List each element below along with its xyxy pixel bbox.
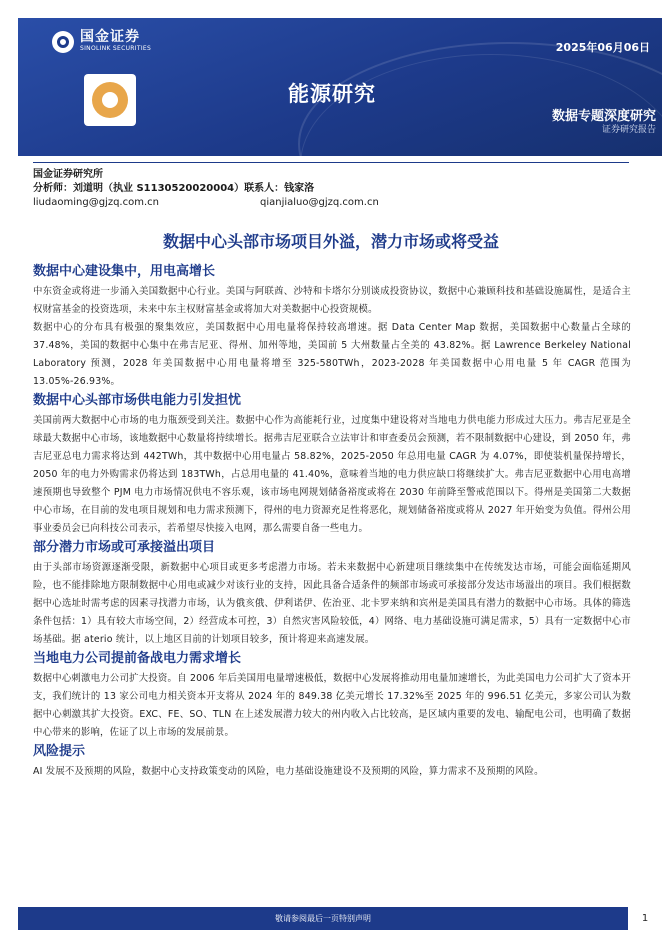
qr-code-icon xyxy=(84,74,136,126)
paragraph: 数据中心刺激电力公司扩大投资。自 2006 年后美国用电量增速极低，数据中心发展将推动用电量加速增长，为此美国电力公司扩大了资本开支，我们统计的 13 家公司电力相关资本开支将从 2024 年的 849.38 亿美元增长 17.32%至 2025 年的 996.51 亿美元，多家公司认为数据中心刺激其扩大投资。EXC、FE、SO、TLN 在上述发展潜力较大的州内收入占比较高，是区域内重要的发电、输配电公司，也明确了数据中心带来的影响，佐证了以上市场的发展前景。 xyxy=(33,673,631,738)
company-logo xyxy=(52,30,151,53)
section-heading: 当地电力公司提前备战电力需求增长 xyxy=(33,651,242,666)
page-footer xyxy=(18,907,662,930)
section-heading: 风险提示 xyxy=(33,744,86,759)
report-body xyxy=(33,262,631,781)
contact-email[interactable]: qianjialuo@gjzq.com.cn xyxy=(260,197,379,208)
paragraph: 中东资金或将进一步涌入美国数据中心行业。美国与阿联酋、沙特和卡塔尔分别谈成投资协议，数据中心兼顾科技和基础设施属性，是适合主权财富基金的投资选项，未来中东主权财富基金或将加大对美数据中心投资规模。 xyxy=(33,286,631,315)
report-date: 2025年06月06日 xyxy=(555,41,650,54)
section xyxy=(33,263,631,391)
analyst-line: 分析师：刘道明（执业 S1130520020004）联系人：钱家洛 xyxy=(33,183,315,194)
section-heading: 部分潜力市场或可承接溢出项目 xyxy=(33,540,216,555)
paragraph: AI 发展不及预期的风险，数据中心支持政策变动的风险，电力基础设施建设不及预期的风险，算力需求不及预期的风险。 xyxy=(33,766,544,777)
industry-title: 能源研究 xyxy=(288,82,376,106)
section xyxy=(33,392,631,538)
disclaimer-link[interactable]: 敬请参阅最后一页特别声明 xyxy=(275,914,371,923)
section-heading: 数据中心建设集中，用电高增长 xyxy=(33,264,216,279)
paragraph: 美国前两大数据中心市场的电力瓶颈受到关注。数据中心作为高能耗行业，过度集中建设将对当地电力供电能力形成过大压力。弗吉尼亚是全球最大数据中心市场，该地数据中心数量将持续增长。据弗吉尼亚联合立法审计和审查委员会预测，若不限制数据中心建设，到 2050 年，弗吉尼亚总电力需求将达到 442TWh，其中数据中心用电量占 58.82%，2025-2050 年总用电量 CAGR 为 4.07%，即使装机量保持增长，2050 年的电力外购需求仍将达到 183TWh，占总用电量的 41.40%，意味着当地的电力供应缺口将继续扩大。弗吉尼亚数据中心用电高增速预期也导致整个 PJM 电力市场情况供电不容乐观，该市场电网规划储备裕度或将在 2030 年前降至警戒范围以下。得州是美国第二大数据中心市场，在目前的发电项目规划和电力需求预测下，得州的电力资源充足性将恶化，规划储备裕度或将从 2027 年开始变为负值。得州公用事业委员会已向科技公司表示，若希望尽快接入电网，那么需要自备一些电力。 xyxy=(33,415,631,534)
report-type: 数据专题深度研究 xyxy=(551,109,656,124)
section xyxy=(33,539,631,649)
author-info xyxy=(33,168,379,210)
report-title: 数据中心头部市场项目外溢，潜力市场或将受益 xyxy=(162,232,499,251)
report-header xyxy=(18,18,662,156)
logo-icon xyxy=(52,31,74,53)
logo-name-en: SINOLINK SECURITIES xyxy=(80,45,152,52)
analyst-email[interactable]: liudaoming@gjzq.com.cn xyxy=(33,197,159,208)
paragraph: 由于头部市场资源逐渐受限，新数据中心项目或更多考虑潜力市场。若未来数据中心新建项目继续集中在传统发达市场，可能会面临延期风险，也不能排除地方限制数据中心用电或减少对该行业的支持，因此具备合适条件的频部市场或可承接部分发达市场溢出的项目。我们根据数据中心选址时需考虑的因素寻找潜力市场，认为俄亥俄、伊利诺伊、佐治亚、北卡罗来纳和宾州是美国具有潜力的数据中心市场。具体的筛选条件包括：1）具有较大市场空间，2）经营成本可控，3）自然灾害风险较低，4）网络、电力基础设施可满足需求，5）具有一定数据中心市场基础。据 aterio 统计，以上地区目前的计划项目较多，预计将迎来高速发展。 xyxy=(33,562,631,645)
section-heading: 数据中心头部市场供电能力引发担忧 xyxy=(33,393,242,408)
page-number: 1 xyxy=(628,907,662,930)
section xyxy=(33,743,631,781)
report-subtype: 证券研究报告 xyxy=(601,125,656,135)
institute-name: 国金证券研究所 xyxy=(33,169,103,180)
section xyxy=(33,650,631,742)
logo-name-cn: 国金证券 xyxy=(80,29,140,45)
paragraph: 数据中心的分布具有极强的聚集效应，美国数据中心用电量将保持较高增速。据 Data Center Map 数据，美国数据中心数量占全球的 37.48%，美国的数据中心集中在弗吉尼亚、得州、加州等地，美国前 5 大州数量占全美的 43.82%。据 Lawrence Berkeley National Laboratory 预测，2028 年美国数据中心用电量将增至 325-580TWh，2023-2028 年美国数据中心用电量 5 年 CAGR 范围为 13.05%-26.93%。 xyxy=(33,322,631,387)
divider xyxy=(33,162,629,163)
